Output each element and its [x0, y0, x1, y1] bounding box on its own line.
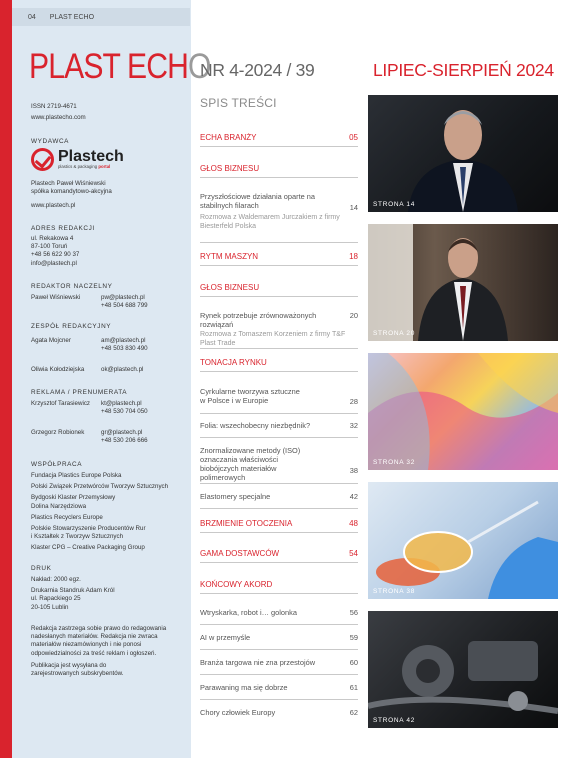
address-block: ul. Rekakowa 4 87-100 Toruń +48 56 622 90 37 info@plastech.pl: [31, 235, 181, 268]
photo-caption: STRONA 20: [373, 330, 416, 337]
plast-echo-logo: PLAST ECHO: [29, 47, 211, 86]
toc-item[interactable]: Parawaning ma się dobrze 61: [200, 683, 358, 692]
portrait-photo: [368, 224, 558, 341]
ads-label: REKLAMA / PRENUMERATA: [31, 389, 128, 396]
toc-section[interactable]: GAMA DOSTAWCÓW 54: [200, 549, 358, 563]
toc-item[interactable]: Przyszłościowe działania oparte na stabilnych filarach 14 Rozmowa z Waldemarem Jurczakiem z firmy Biesterfeld Polska: [200, 192, 358, 230]
toc-item[interactable]: Wtryskarka, robot i… golonka 56: [200, 608, 358, 617]
editor-label: REDAKTOR NACZELNY: [31, 283, 113, 290]
photo-caption: STRONA 38: [373, 588, 416, 595]
disclaimer: Redakcja zastrzega sobie prawo do redagowania nadesłanych materiałów. Redakcja nie zwraca materiałów niezamówionych i nie ponosi odpowiedzialności za treść reklam i ogłoszeń.: [31, 625, 167, 657]
divider: [200, 508, 358, 509]
divider: [200, 649, 358, 650]
toc-section[interactable]: GŁOS BIZNESU: [200, 164, 358, 178]
page-number: 04: [28, 13, 36, 21]
divider: [200, 674, 358, 675]
issue-date: LIPIEC-SIERPIEŃ 2024: [373, 60, 554, 80]
team-label: ZESPÓŁ REDAKCYJNY: [31, 323, 112, 330]
print-label: DRUK: [31, 565, 52, 572]
issue-number: NR 4-2024 / 39: [200, 60, 315, 80]
coop-list: Fundacja Plastics Europe Polska Polski Związek Przetwórców Tworzyw Sztucznych Bydgoski Klaster Przemysłowy Dolina Narzędziowa Plastics Recyclers Europe Polskie Stowarzyszenie Producentów Rur i Kształtek z Tworzyw Sztucznych Klaster CPG – Creative Packaging Group: [31, 472, 169, 552]
divider: [200, 437, 358, 438]
issn-block: [31, 103, 181, 122]
team-member: Oliwia Kołodziejska ok@plastech.pl: [31, 366, 144, 373]
divider: [200, 624, 358, 625]
toc-item[interactable]: Znormalizowane metody (ISO) oznaczania właściwości biobójczych materiałów polimerowych 38: [200, 446, 358, 482]
address-label: ADRES REDAKCJI: [31, 225, 95, 232]
toc-section[interactable]: TONACJA RYNKU: [200, 358, 358, 372]
toc-section[interactable]: BRZMIENIE OTOCZENIA 48: [200, 519, 358, 533]
toc-item[interactable]: Rynek potrzebuje zrównoważonych rozwiązań 20 Rozmowa z Tomaszem Korzeniem z firmy T&F Plast Trade: [200, 311, 358, 347]
print-info: Nakład: 2000 egz. Drukarnia Standruk Adam Król ul. Rapackiego 25 20-105 Lublin: [31, 576, 115, 611]
photo-caption: STRONA 14: [373, 201, 416, 208]
website-link[interactable]: www.plastecho.com: [31, 114, 86, 122]
photo-caption: STRONA 42: [373, 717, 416, 724]
divider: [200, 348, 358, 349]
section-name: PLAST ECHO: [49, 13, 95, 21]
plastech-logo: Plastech plastics & packaging portal: [31, 148, 124, 171]
divider: [200, 242, 358, 243]
photo-caption: STRONA 32: [373, 459, 416, 466]
portrait-photo: [368, 95, 558, 212]
lab-photo: [368, 482, 558, 599]
plastech-check-icon: [31, 148, 54, 171]
toc-title: SPIS TREŚCI: [200, 96, 277, 110]
divider: [200, 699, 358, 700]
team-member: Agata Mojcner am@plastech.pl +48 503 830 490: [31, 337, 148, 353]
toc-item[interactable]: Cyrkularne tworzywa sztuczne w Polsce i w Europie 28: [200, 387, 358, 406]
publisher-label: WYDAWCA: [31, 138, 70, 145]
toc-item[interactable]: Folia: wszechobecny niezbędnik? 32: [200, 421, 358, 430]
toc-item[interactable]: Chory człowiek Europy 62: [200, 708, 358, 717]
toc-section[interactable]: GŁOS BIZNESU: [200, 283, 358, 297]
toc-section[interactable]: ECHA BRANŻY 05: [200, 133, 358, 147]
engine-photo: [368, 611, 558, 728]
toc-section[interactable]: KOŃCOWY AKORD: [200, 580, 358, 594]
divider: [200, 413, 358, 414]
publisher-info: Plastech Paweł Wiśniewski spółka komandytowo-akcyjna www.plastech.pl: [31, 180, 181, 211]
red-edge-bar: [0, 0, 12, 758]
editor-contact: Paweł Wiśniewski pw@plastech.pl +48 504 688 799: [31, 294, 181, 310]
publisher-web-link[interactable]: www.plastech.pl: [31, 202, 76, 210]
page-header: [12, 8, 190, 26]
foil-photo: [368, 353, 558, 470]
ads-contact: Grzegorz Robionek gr@plastech.pl +48 530 206 666: [31, 429, 148, 445]
toc-item[interactable]: Branża targowa nie zna przestojów 60: [200, 658, 358, 667]
subscriber-note: Publikacja jest wysyłana do zarejestrowanych subskrybentów.: [31, 662, 124, 678]
toc-item[interactable]: Elastomery specjalne 42: [200, 492, 358, 501]
divider: [200, 483, 358, 484]
issn: ISSN 2719-4671: [31, 103, 77, 110]
toc-item[interactable]: AI w przemyśle 59: [200, 633, 358, 642]
editor-email[interactable]: pw@plastech.pl: [101, 294, 145, 301]
info-email[interactable]: info@plastech.pl: [31, 259, 77, 267]
toc-section[interactable]: RYTM MASZYN 18: [200, 252, 358, 266]
ads-contact: Krzysztof Tarasiewicz kt@plastech.pl +48 530 704 050: [31, 400, 148, 416]
coop-label: WSPÓŁPRACA: [31, 461, 83, 468]
